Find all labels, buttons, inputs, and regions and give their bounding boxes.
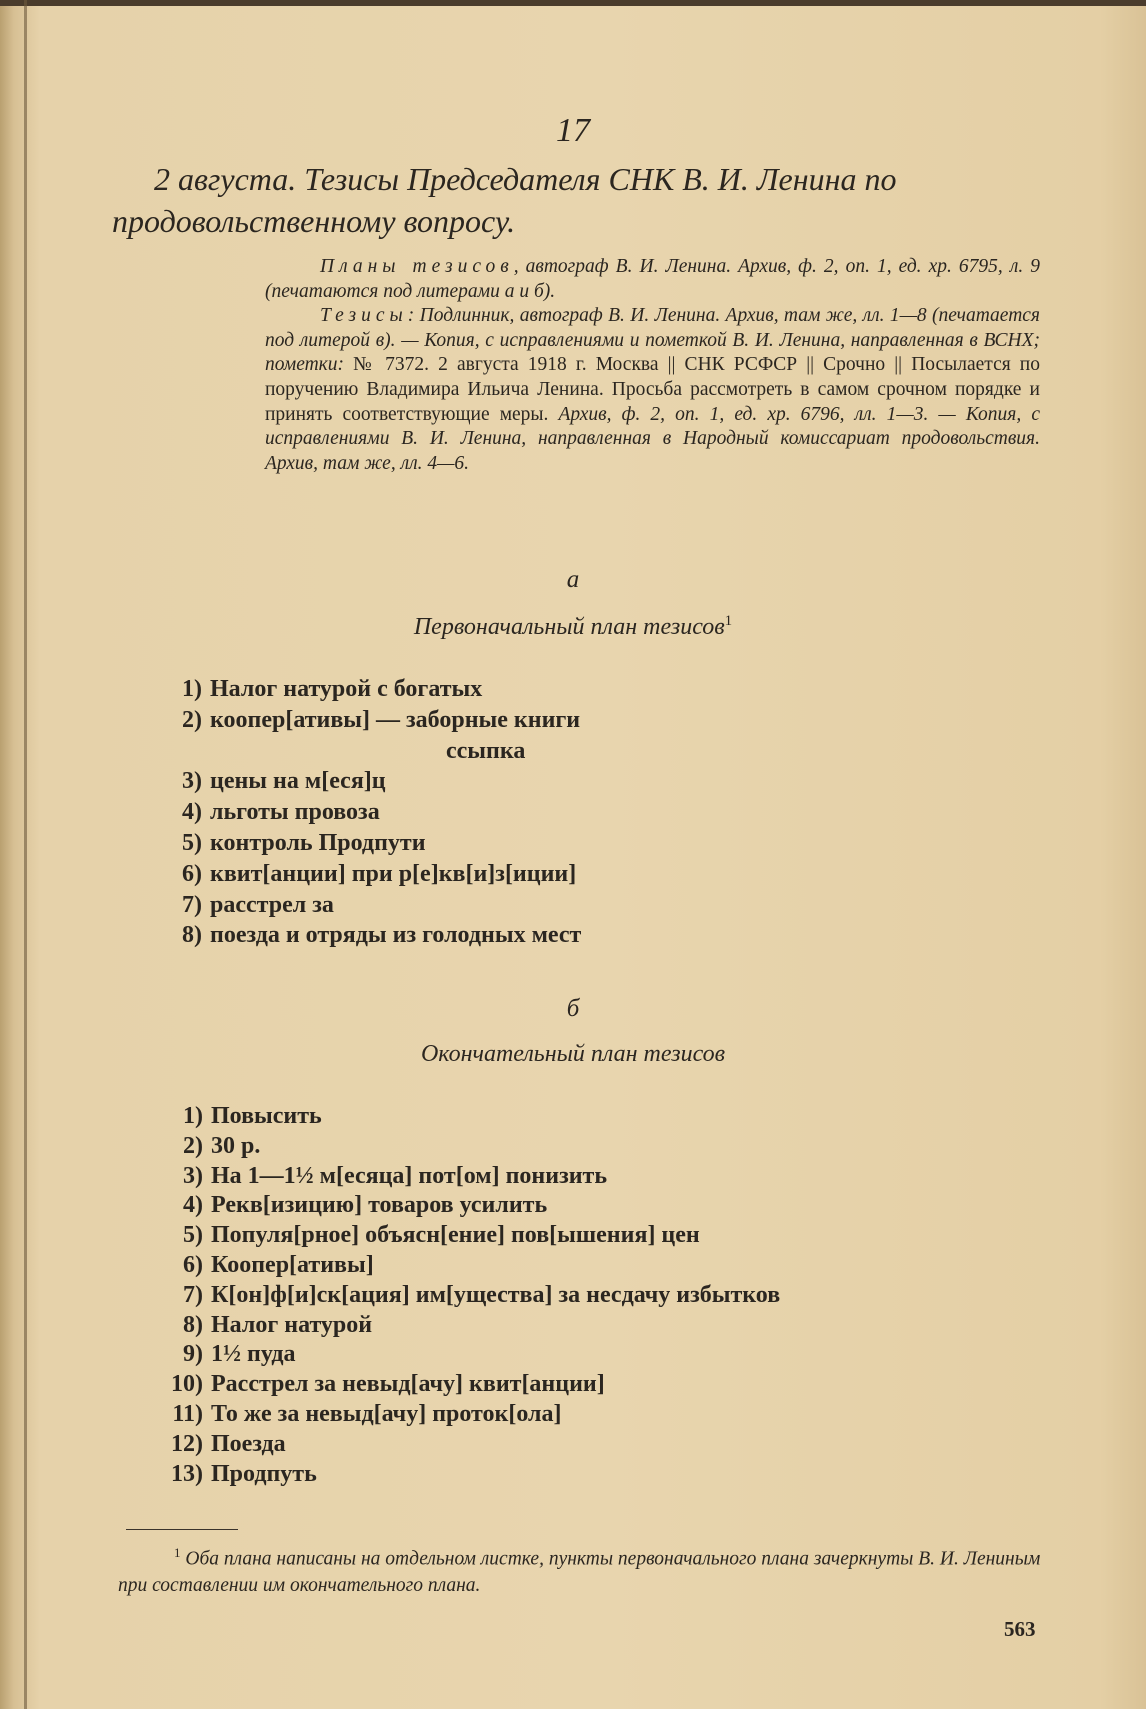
list-item: [150, 1251, 780, 1281]
list-item: [150, 1162, 780, 1192]
item-text: Налог натурой с богатых: [210, 676, 483, 702]
item-number: 7): [182, 891, 202, 918]
list-item: [150, 766, 581, 797]
item-text: расстрел за: [210, 891, 334, 918]
item-number: 13): [171, 1460, 203, 1487]
item-number: 8): [183, 1311, 203, 1338]
source-text-plans: , автограф В. И. Ленина. Архив, ф. 2, оп. 1, ед. хр. 6795, л. 9 (печатаются под литерами а и б).: [265, 256, 1040, 302]
initial-plan-list: [150, 674, 581, 951]
footnote: [118, 1540, 1042, 1599]
item-text: коопер[ативы] — заборные книги: [210, 706, 581, 733]
item-number: 5): [183, 1222, 203, 1249]
list-item: [150, 1102, 780, 1132]
item-number: 5): [182, 829, 202, 856]
list-item: [150, 890, 581, 921]
book-spine-shadow: [24, 0, 27, 1709]
item-number: 9): [183, 1341, 203, 1368]
source-text-theses-c: Архив, ф. 2, оп. 1, ед. хр. 6796, лл. 1—3. — Копия, с исправлениями В. И. Ленина, направленная в Народный комиссариат продовольствия. Архив, там же, лл. 4—6.: [265, 403, 1040, 474]
source-label-plans: Планы тезисов: [320, 256, 514, 277]
list-item: [150, 705, 581, 736]
list-item: [150, 1370, 780, 1400]
list-item: [150, 1400, 780, 1430]
list-item: [150, 1430, 780, 1460]
section-a-title-text: Первоначальный план тезисов: [413, 614, 725, 640]
item-text: ссыпка: [446, 737, 526, 764]
document-title: 2 августа. Тезисы Председателя СНК В. И. Ленина по продовольственному вопросу.: [112, 161, 897, 239]
item-number: 8): [182, 922, 202, 949]
section-a-title: [0, 614, 1146, 641]
item-text: Популя[рное] объясн[ение] пов[ышения] цен: [211, 1222, 700, 1249]
item-text: 30 р.: [211, 1132, 261, 1159]
list-item: [150, 1221, 780, 1251]
item-text: Рекв[изицию] товаров усилить: [211, 1192, 548, 1219]
list-item: [150, 736, 581, 767]
section-b-letter: б: [566, 995, 580, 1022]
list-item: [150, 1460, 780, 1490]
section-b-title: Окончательный план тезисов: [420, 1041, 726, 1067]
item-text: Расстрел за невыд[ачу] квит[анции]: [211, 1371, 605, 1398]
item-text: Налог натурой: [211, 1311, 373, 1338]
item-text: К[он]ф[и]ск[ация] им[ущества] за несдачу избытков: [211, 1281, 781, 1308]
list-item: [150, 1281, 780, 1311]
final-plan-list: [150, 1102, 780, 1489]
item-number: 1): [182, 676, 202, 702]
item-number: 3): [182, 768, 202, 795]
item-number: 12): [171, 1430, 203, 1457]
item-text: На 1—1½ м[есяца] пот[ом] понизить: [211, 1162, 608, 1189]
footnote-text: Оба плана написаны на отдельном листке, пункты первоначального плана зачеркнуты В. И. Лениным при составлении им окончательного плана.: [118, 1548, 1041, 1596]
list-item: [150, 1340, 780, 1370]
item-text: контроль Продпути: [210, 829, 426, 856]
item-number: 7): [183, 1281, 203, 1308]
item-number: 4): [182, 799, 202, 826]
list-item: [150, 859, 581, 890]
item-number: 11): [172, 1400, 203, 1427]
item-number: 2): [182, 706, 202, 733]
item-number: 10): [171, 1371, 203, 1398]
page-top-edge: [0, 0, 1146, 6]
document-number: 17: [556, 112, 590, 149]
list-item: [150, 1311, 780, 1341]
item-number: 1): [183, 1103, 203, 1129]
item-text: Продпуть: [211, 1460, 317, 1487]
item-text: Коопер[ативы]: [211, 1251, 374, 1278]
source-text-theses-b: № 7372. 2 августа 1918 г. Москва || СНК РСФСР || Срочно || Посылается по поручению Владимира Ильича Ленина. Просьба рассмотреть в самом срочном порядке и принять соответствующие меры.: [265, 354, 1040, 425]
list-item: [150, 797, 581, 828]
page-number: 563: [1004, 1617, 1036, 1641]
item-number: 6): [182, 860, 202, 887]
list-item: [150, 1132, 780, 1162]
source-paragraph-theses: [265, 304, 1040, 476]
item-text: То же за невыд[ачу] проток[ола]: [211, 1400, 562, 1427]
item-text: 1½ пуда: [211, 1341, 296, 1368]
item-text: квит[анции] при р[е]кв[и]з[иции]: [210, 860, 577, 887]
item-number: 4): [183, 1192, 203, 1219]
item-number: 2): [183, 1132, 203, 1159]
item-text: льготы провоза: [210, 799, 380, 826]
item-text: Поезда: [211, 1430, 286, 1457]
item-number: 6): [183, 1251, 203, 1278]
footnote-ref: 1: [724, 613, 733, 629]
source-label-theses: Тезисы: [320, 305, 408, 327]
list-item: [150, 920, 581, 951]
list-item: [150, 1191, 780, 1221]
item-text: цены на м[еся]ц: [210, 768, 386, 795]
footnote-marker: 1: [174, 1545, 181, 1560]
item-text: Повысить: [211, 1103, 322, 1129]
source-note: [265, 255, 1040, 476]
list-item: [150, 674, 581, 705]
footnote-rule: [126, 1529, 238, 1530]
section-a-letter: а: [566, 566, 580, 593]
item-number: 3): [183, 1162, 203, 1189]
item-text: поезда и отряды из голодных мест: [210, 922, 582, 949]
list-item: [150, 828, 581, 859]
source-text-theses-a: : Подлинник, автограф В. И. Ленина. Архив, там же, лл. 1—8 (печатается под литерой в). — Копия, с исправлениями и пометкой В. И. Ленина, направленная в ВСНХ; пометки:: [265, 305, 1040, 376]
source-paragraph-plans: [265, 255, 1040, 304]
